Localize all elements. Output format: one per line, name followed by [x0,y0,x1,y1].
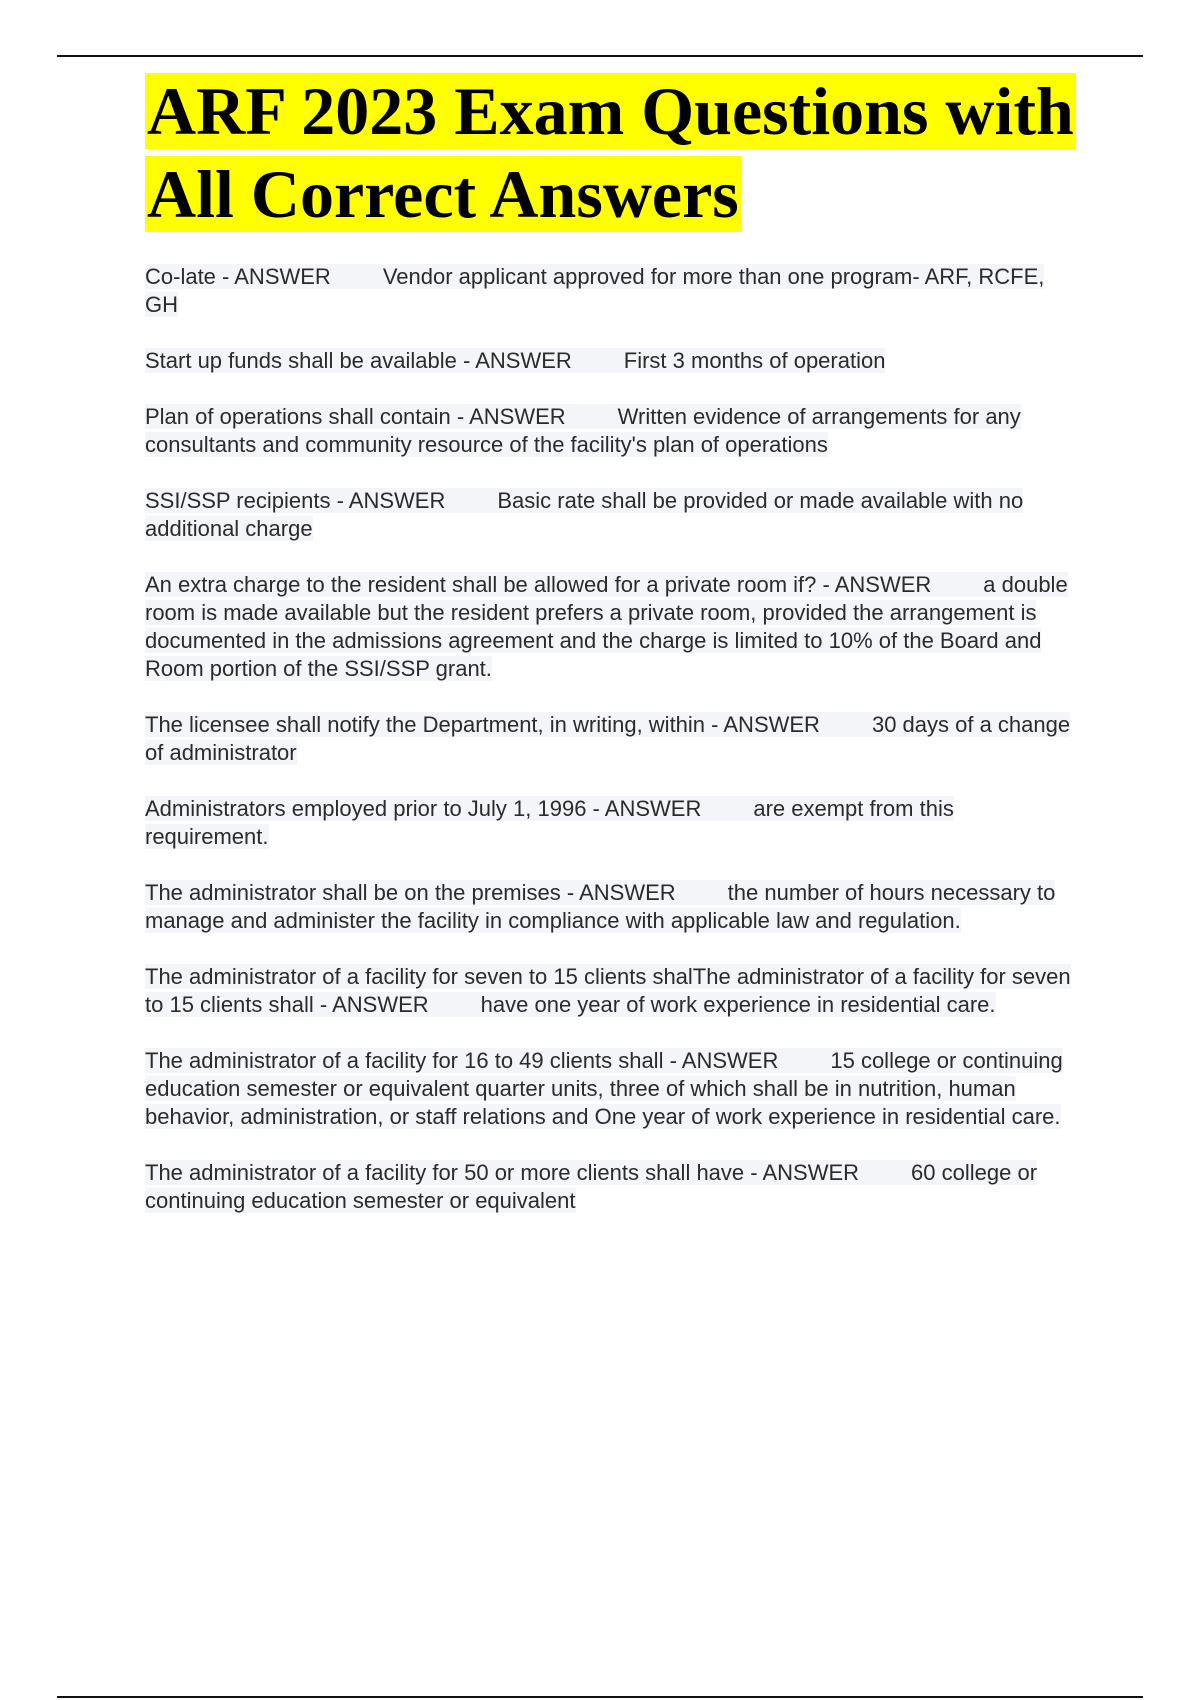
qa-entry [145,487,1080,543]
qa-entry [145,711,1080,767]
qa-question: Plan of operations shall contain - ANSWER [145,404,566,429]
qa-entry [145,403,1080,459]
top-divider [57,55,1143,57]
qa-answer: Vendor applicant approved for more than one program- ARF, RCFE, GH [145,264,1045,317]
document-title [145,70,1105,236]
qa-entry [145,963,1080,1019]
qa-entry [145,879,1080,935]
qa-question: Start up funds shall be available - ANSWER [145,348,572,373]
qa-question: Co-late - ANSWER [145,264,331,289]
qa-entry [145,1159,1080,1215]
qa-answer: First 3 months of operation [623,348,886,373]
qa-list [145,263,1080,1243]
qa-entry [145,263,1080,319]
qa-answer: the number of hours necessary to manage and administer the facility in compliance with applicable law and regulation. [145,880,1056,933]
qa-answer: have one year of work experience in residential care. [480,992,996,1017]
qa-answer: 15 college or continuing education semester or equivalent quarter units, three of which shall be in nutrition, human behavior, administration, or staff relations and One year of work experience in residential care. [145,1048,1063,1129]
qa-answer: are exempt from this requirement. [145,796,954,849]
qa-question: The administrator shall be on the premises - ANSWER [145,880,676,905]
qa-question: The administrator of a facility for 50 or more clients shall have - ANSWER [145,1160,860,1185]
qa-question: The administrator of a facility for seven to 15 clients shalThe administrator of a facility for seven to 15 clients shall - ANSWER [145,964,1071,1017]
qa-answer: Basic rate shall be provided or made available with no additional charge [145,488,1024,541]
qa-question: Administrators employed prior to July 1, 1996 - ANSWER [145,796,702,821]
qa-entry [145,347,1080,375]
qa-answer: 60 college or continuing education semester or equivalent [145,1160,1038,1213]
qa-question: SSI/SSP recipients - ANSWER [145,488,446,513]
qa-question: The licensee shall notify the Department, in writing, within - ANSWER [145,712,820,737]
qa-entry [145,571,1080,683]
qa-question: The administrator of a facility for 16 to 49 clients shall - ANSWER [145,1048,779,1073]
qa-entry [145,1047,1080,1131]
qa-question: An extra charge to the resident shall be allowed for a private room if? - ANSWER [145,572,932,597]
qa-answer: 30 days of a change of administrator [145,712,1071,765]
document-title-text: ARF 2023 Exam Questions with All Correct Answers [147,73,1074,232]
bottom-divider [57,1696,1143,1698]
qa-answer: Written evidence of arrangements for any consultants and community resource of the facility's plan of operations [145,404,1021,457]
qa-entry [145,795,1080,851]
qa-answer: a double room is made available but the resident prefers a private room, provided the arrangement is documented in the admissions agreement and the charge is limited to 10% of the Board and Room portion of the SSI/SSP grant. [145,572,1068,681]
